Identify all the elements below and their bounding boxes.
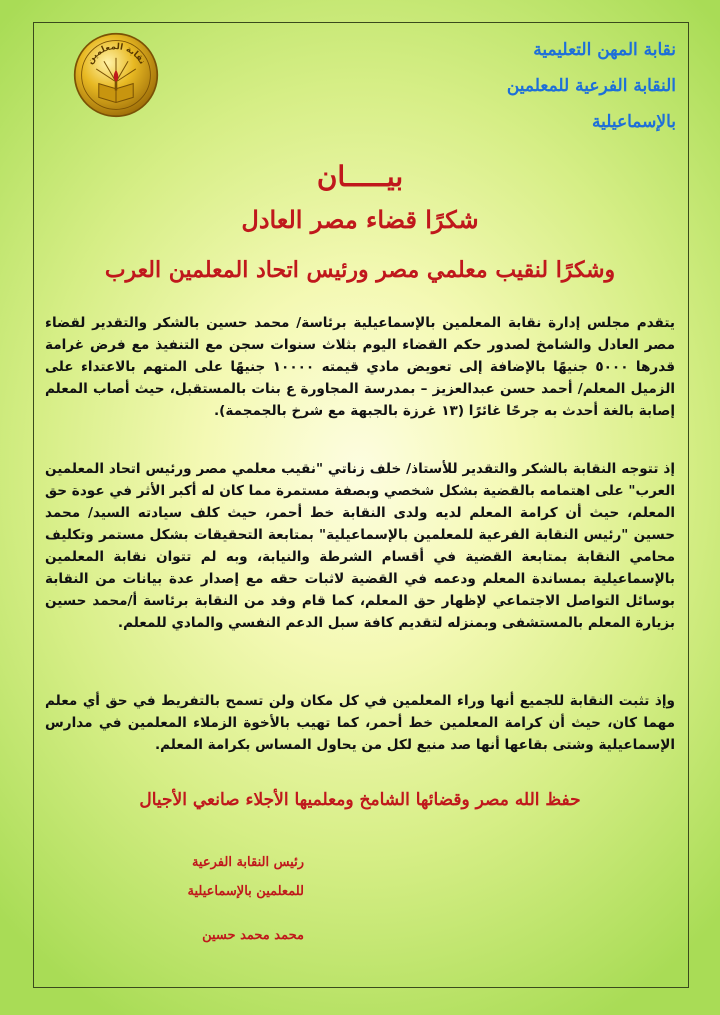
org-name-line2: النقابة الفرعية للمعلمين: [506, 76, 676, 96]
thanks-judiciary-title: شكرًا قضاء مصر العادل: [241, 205, 479, 234]
org-name-line1: نقابة المهن التعليمية: [533, 40, 676, 60]
body-paragraph-3: وإذ تثبت النقابة للجميع أنها وراء المعلمين في كل مكان ولن تسمح بالتفريط في حق أي معلم مهما كان، حيث أن كرامة المعلمين خط أحمر، كما تهيب بالأخوة الزملاء المعلمين في مدارس الإسماعيلية وشتى بقاعها أنها صد منيع لكل من يحاول المساس بكرامة المعلم.: [45, 693, 675, 753]
signature-title-line2: للمعلمين بالإسماعيلية: [187, 884, 304, 899]
thanks-head-title: وشكرًا لنقيب معلمي مصر ورئيس اتحاد المعلمين العرب: [104, 257, 616, 283]
body-paragraph-1: يتقدم مجلس إدارة نقابة المعلمين بالإسماعيلية برئاسة/ محمد حسين بالشكر والتقدير لقضاء مصر العادل والشامخ لصدور حكم القضاء اليوم بثلاث سنوات سجن مع التنفيذ مع فرض غرامة قدرها ٥٠٠٠ جنيهًا بالإضافة إلى تعويض مادي قيمته ١٠٠٠٠ جنيهًا على المتهم بالاعتداء على الزميل المعلم/ أحمد حسن عبدالعزيز – بمدرسة المجاورة ع بنات بالمستقبل، حيث أصاب المعلم إصابة بالغة أحدث به جرحًا غائرًا (١٣ غرزة بالجبهة مع شرخ بالجمجمة).: [45, 315, 675, 419]
signature-title-line1: رئيس النقابة الفرعية: [191, 855, 304, 870]
logo-text: نقابة المعلمين: [85, 42, 147, 67]
statement-title: بيـــــان: [316, 160, 404, 193]
signature-name: محمد محمد حسين: [202, 928, 304, 943]
teachers-syndicate-logo-icon: [73, 32, 159, 118]
body-paragraph-2: إذ تتوجه النقابة بالشكر والتقدير للأستاذ/ خلف زناتي "نقيب معلمي مصر ورئيس اتحاد المعلمين العرب" على اهتمامه بالقضية بشكل شخصي وبصفة مستمرة مما كان له أكبر الأثر في عودة حق المعلم، حيث أن كرامة المعلم لديه ولدى النقابة خط أحمر، حيث كلف سيادته السيد/ محمد حسين "رئيس النقابة الفرعية للمعلمين بالإسماعيلية" بمتابعة التحقيقات بشكل مستمر وتكليف محامي النقابة بمتابعة القضية في أقسام الشرطة والنيابة، وبه لم تتوان نقابة المعلمين بالإسماعيلية بمساندة المعلم ودعمه في القضية لاثبات حقه مع إصدار عدة بيانات من النقابة بوسائل التواصل الاجتماعي لإظهار حق المعلم، كما قام وفد من النقابة برئاسة أ/محمد حسين بزيارة المعلم بالمستشفى وبمنزله لتقديم كافة سبل الدعم النفسي والمادي للمعلم.: [45, 461, 675, 631]
org-name-line3: بالإسماعيلية: [591, 112, 676, 132]
closing-slogan: حفظ الله مصر وقضائها الشامخ ومعلميها الأجلاء صانعي الأجيال: [139, 790, 581, 810]
